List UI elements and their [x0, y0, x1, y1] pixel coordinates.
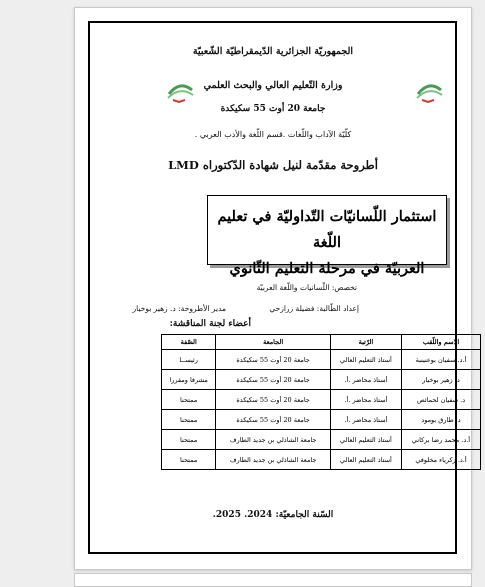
jury-col-rank: الرّتبة	[330, 335, 401, 350]
jury-university: جامعة 20 أوت 55 سكيكدة	[216, 390, 331, 410]
jury-name: د. زهير بوخيار	[401, 370, 480, 390]
jury-heading: أعضاء لجنة المناقشة:	[169, 319, 251, 329]
faculty-line: كلّيّة الآداب واللّغات .قسم اللّغة والأدب العربي .	[194, 130, 352, 139]
thesis-title-box	[207, 195, 447, 277]
supervisor-name: مدير الأطروحة: د. زهير بوخيار	[132, 304, 226, 313]
jury-role: ممتحنا	[162, 390, 216, 410]
jury-role: مشرفا ومقررا	[162, 370, 216, 390]
university-name: جامعة 20 أوت 55 سكيكدة	[220, 104, 326, 114]
student-name: إعداد الطّالبة: فضيلة زرازحي	[269, 304, 359, 313]
jury-role: ممتحنا	[162, 450, 216, 470]
table-row	[162, 370, 481, 390]
jury-rank: أستاذ التعليم العالي	[330, 430, 401, 450]
jury-university: جامعة 20 أوت 55 سكيكدة	[216, 370, 331, 390]
jury-university: جامعة 20 أوت 55 سكيكدة	[216, 410, 331, 430]
academic-year: السّنة الجامعيّة: 2024. 2025.	[212, 510, 334, 520]
jury-header-row	[162, 335, 481, 350]
jury-name: أ.د. زكرياء مخلوفي	[401, 450, 480, 470]
jury-table	[161, 334, 481, 470]
jury-university: جامعة الشاذلي بن جديد الطارف	[216, 430, 331, 450]
jury-university: جامعة الشاذلي بن جديد الطارف	[216, 450, 331, 470]
table-row	[162, 390, 481, 410]
republic-heading: الجمهوريّة الجزائرية الدّيمقراطيّة الشّعبيّة	[192, 46, 354, 57]
thesis-type: أطروحة مقدّمة لنيل شهادة الدّكتوراه LMD	[168, 158, 378, 172]
jury-rank: أستاذ محاضر .أ.	[330, 390, 401, 410]
jury-role: ممتحنا	[162, 430, 216, 450]
specialization: تخصص: اللّسانيات واللّغة العربيّة	[256, 283, 357, 292]
thesis-title-line2: العربيّة في مرحلة التعليم الثّانوي	[229, 260, 425, 277]
jury-col-role: الصّفة	[162, 335, 216, 350]
jury-col-name: الاسم واللّقب	[401, 335, 480, 350]
jury-name: أ.د. سفيان بوعنينبة	[401, 350, 480, 370]
jury-col-university: الجامعة	[216, 335, 331, 350]
table-row	[162, 410, 481, 430]
ministry-heading: وزارة التّعليم العالي والبحث العلمي	[203, 80, 343, 91]
jury-university: جامعة 20 أوت 55 سكيكدة	[216, 350, 331, 370]
jury-rank: أستاذ محاضر .أ.	[330, 370, 401, 390]
jury-rank: أستاذ محاضر .أ.	[330, 410, 401, 430]
next-page-edge	[74, 573, 472, 587]
jury-name: أ.د. محمد رضا بركاني	[401, 430, 480, 450]
jury-role: ممتحنا	[162, 410, 216, 430]
jury-role: رئيســا	[162, 350, 216, 370]
table-row	[162, 430, 481, 450]
jury-name: د. سفيان لحمائص	[401, 390, 480, 410]
table-row	[162, 350, 481, 370]
jury-name: د. طارق بومود	[401, 410, 480, 430]
table-row	[162, 450, 481, 470]
document-page	[74, 7, 472, 570]
thesis-title-line1: استثمار اللّسانيّات التّداوليّة في تعليم اللّغة	[217, 208, 437, 251]
jury-rank: أستاذ التعليم العالي	[330, 450, 401, 470]
jury-rank: أستاذ التعليم العالي	[330, 350, 401, 370]
